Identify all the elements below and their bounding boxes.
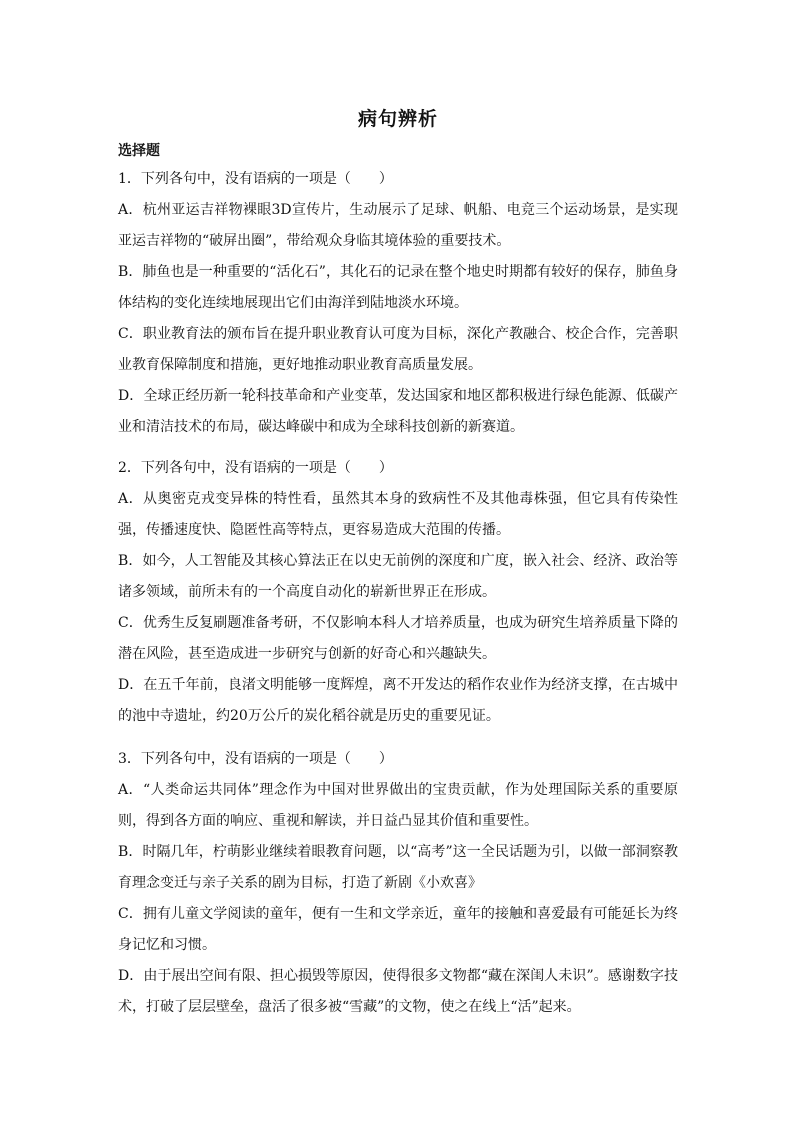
option-d: D．在五千年前，良渚文明能够一度辉煌，离不开发达的稻作农业作为经济支撑，在古城中的池中寺遗址，约20万公斤的炭化稻谷就是历史的重要见证。: [118, 677, 678, 724]
question-3: [118, 744, 678, 1023]
question-2: [118, 453, 678, 732]
option-b: B．如今，人工智能及其核心算法正在以史无前例的深度和广度，嵌入社会、经济、政治等诸多领域，前所未有的一个高度自动化的崭新世界正在形成。: [118, 553, 678, 600]
option-c: C．优秀生反复刷题准备考研，不仅影响本科人才培养质量，也成为研究生培养质量下降的潜在风险，甚至造成进一步研究与创新的好奇心和兴趣缺失。: [118, 615, 678, 662]
option-b: B．肺鱼也是一种重要的“活化石”，其化石的记录在整个地史时期都有较好的保存，肺鱼身体结构的变化连续地展现出它们由海洋到陆地淡水环境。: [118, 264, 678, 311]
question-stem: 1．下列各句中，没有语病的一项是（ ）: [118, 171, 393, 187]
option-d: D．由于展出空间有限、担心损毁等原因，使得很多文物都“藏在深闺人未识”。感谢数字技术，打破了层层壁垒，盘活了很多被“雪藏”的文物，使之在线上“活”起来。: [118, 968, 678, 1015]
option-c: C．职业教育法的颁布旨在提升职业教育认可度为目标，深化产教融合、校企合作，完善职业教育保障制度和措施，更好地推动职业教育高质量发展。: [118, 326, 678, 373]
section-heading: 选择题: [118, 143, 160, 159]
question-1: [118, 164, 678, 443]
option-a: A．从奥密克戎变异株的特性看，虽然其本身的致病性不及其他毒株强，但它具有传染性强，传播速度快、隐匿性高等特点，更容易造成大范围的传播。: [118, 491, 678, 538]
option-a: A．杭州亚运吉祥物裸眼3D宣传片，生动展示了足球、帆船、电竞三个运动场景，是实现亚运吉祥物的“破屏出圈”，带给观众身临其境体验的重要技术。: [118, 202, 678, 249]
question-stem: 3．下列各句中，没有语病的一项是（ ）: [118, 751, 393, 767]
option-a: A．“人类命运共同体”理念作为中国对世界做出的宝贵贡献，作为处理国际关系的重要原则，得到各方面的响应、重视和解读，并日益凸显其价值和重要性。: [118, 782, 678, 829]
question-stem: 2．下列各句中，没有语病的一项是（ ）: [118, 460, 393, 476]
page-title: 病句辨析: [357, 108, 438, 130]
option-b: B．时隔几年，柠萌影业继续着眼教育问题，以“高考”这一全民话题为引，以做一部洞察教育理念变迁与亲子关系的剧为目标，打造了新剧《小欢喜》: [118, 844, 678, 891]
option-d: D．全球正经历新一轮科技革命和产业变革，发达国家和地区都积极进行绿色能源、低碳产业和清洁技术的布局，碳达峰碳中和成为全球科技创新的新赛道。: [118, 388, 678, 435]
option-c: C．拥有儿童文学阅读的童年，便有一生和文学亲近，童年的接触和喜爱最有可能延长为终身记忆和习惯。: [118, 906, 678, 953]
